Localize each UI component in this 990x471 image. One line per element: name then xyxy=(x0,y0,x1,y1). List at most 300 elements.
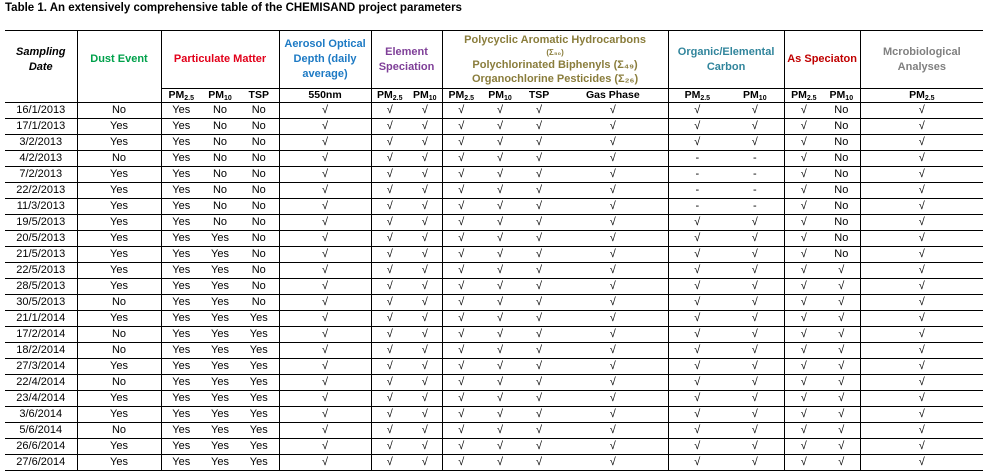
cell-date: 17/1/2013 xyxy=(5,119,77,135)
cell-element-pm10: √ xyxy=(408,375,442,391)
cell-oc-ec-pm25: √ xyxy=(668,327,726,343)
cell-oc-ec-pm25: - xyxy=(668,199,726,215)
cell-organic-pm10: √ xyxy=(480,423,520,439)
cell-oc-ec-pm25: √ xyxy=(668,359,726,375)
cell-dust-event: Yes xyxy=(77,167,161,183)
header-element-speciation: Element Speciation xyxy=(371,31,442,89)
cell-dust-event: Yes xyxy=(77,263,161,279)
cell-oc-ec-pm25: √ xyxy=(668,439,726,455)
cell-date: 11/3/2013 xyxy=(5,199,77,215)
cell-organic-pm10: √ xyxy=(480,327,520,343)
cell-aod-550nm: √ xyxy=(279,247,371,263)
cell-organic-pm25: √ xyxy=(442,423,480,439)
table-row xyxy=(5,391,983,407)
cell-as-pm10: No xyxy=(823,135,860,151)
cell-tsp: No xyxy=(239,183,279,199)
cell-as-pm10: No xyxy=(823,215,860,231)
cell-tsp: No xyxy=(239,151,279,167)
cell-organic-pm10: √ xyxy=(480,247,520,263)
cell-element-pm25: √ xyxy=(371,327,408,343)
table-row xyxy=(5,375,983,391)
cell-organic-tsp: √ xyxy=(520,279,558,295)
cell-microbiological: √ xyxy=(860,407,983,423)
cell-date: 20/5/2013 xyxy=(5,231,77,247)
cell-element-pm10: √ xyxy=(408,183,442,199)
subheader-pm25: $PM_{2.5}$ xyxy=(161,89,201,103)
cell-date: 21/1/2014 xyxy=(5,311,77,327)
header-aod: Aerosol Optical Depth (daily average) xyxy=(279,31,371,89)
cell-element-pm25: √ xyxy=(371,391,408,407)
cell-dust-event: Yes xyxy=(77,135,161,151)
cell-oc-ec-pm25: √ xyxy=(668,119,726,135)
cell-organic-pm10: √ xyxy=(480,103,520,119)
cell-oc-ec-pm25: √ xyxy=(668,247,726,263)
cell-oc-ec-pm10: - xyxy=(726,167,784,183)
cell-as-pm25: √ xyxy=(784,295,823,311)
cell-element-pm10: √ xyxy=(408,439,442,455)
cell-as-pm25: √ xyxy=(784,375,823,391)
cell-oc-ec-pm10: √ xyxy=(726,375,784,391)
cell-as-pm25: √ xyxy=(784,215,823,231)
table-row xyxy=(5,279,983,295)
cell-aod-550nm: √ xyxy=(279,407,371,423)
cell-gas-phase: √ xyxy=(558,327,668,343)
cell-pm25: Yes xyxy=(161,359,201,375)
cell-pm10: Yes xyxy=(201,343,239,359)
cell-element-pm10: √ xyxy=(408,119,442,135)
cell-organic-pm25: √ xyxy=(442,439,480,455)
cell-aod-550nm: √ xyxy=(279,439,371,455)
cell-pm25: Yes xyxy=(161,407,201,423)
cell-element-pm25: √ xyxy=(371,407,408,423)
cell-as-pm25: √ xyxy=(784,103,823,119)
cell-oc-ec-pm25: √ xyxy=(668,103,726,119)
cell-oc-ec-pm25: √ xyxy=(668,423,726,439)
cell-oc-ec-pm10: √ xyxy=(726,263,784,279)
cell-tsp: No xyxy=(239,135,279,151)
cell-element-pm25: √ xyxy=(371,151,408,167)
cell-microbiological: √ xyxy=(860,423,983,439)
header-oc-ec: Organic/Elemental Carbon xyxy=(668,31,784,89)
cell-oc-ec-pm25: √ xyxy=(668,391,726,407)
cell-organic-pm10: √ xyxy=(480,359,520,375)
cell-element-pm10: √ xyxy=(408,247,442,263)
cell-oc-ec-pm10: √ xyxy=(726,327,784,343)
cell-date: 22/4/2014 xyxy=(5,375,77,391)
cell-organic-tsp: √ xyxy=(520,183,558,199)
table-row xyxy=(5,327,983,343)
cell-oc-ec-pm25: √ xyxy=(668,231,726,247)
table-body xyxy=(5,103,983,471)
cell-as-pm25: √ xyxy=(784,231,823,247)
cell-organic-pm10: √ xyxy=(480,199,520,215)
cell-organic-tsp: √ xyxy=(520,263,558,279)
cell-pm10: Yes xyxy=(201,295,239,311)
cell-oc-ec-pm10: - xyxy=(726,183,784,199)
cell-date: 19/5/2013 xyxy=(5,215,77,231)
cell-organic-tsp: √ xyxy=(520,135,558,151)
cell-organic-pm10: √ xyxy=(480,295,520,311)
cell-aod-550nm: √ xyxy=(279,423,371,439)
cell-element-pm25: √ xyxy=(371,343,408,359)
cell-gas-phase: √ xyxy=(558,103,668,119)
cell-aod-550nm: √ xyxy=(279,199,371,215)
subheader-tsp: TSP xyxy=(520,89,558,103)
cell-tsp: No xyxy=(239,247,279,263)
cell-organic-pm10: √ xyxy=(480,231,520,247)
cell-organic-pm10: √ xyxy=(480,391,520,407)
cell-microbiological: √ xyxy=(860,455,983,471)
cell-pm25: Yes xyxy=(161,455,201,471)
cell-gas-phase: √ xyxy=(558,439,668,455)
cell-oc-ec-pm25: - xyxy=(668,167,726,183)
cell-pm10: Yes xyxy=(201,439,239,455)
cell-as-pm25: √ xyxy=(784,135,823,151)
cell-organic-pm10: √ xyxy=(480,455,520,471)
cell-oc-ec-pm25: √ xyxy=(668,407,726,423)
cell-organic-tsp: √ xyxy=(520,231,558,247)
cell-tsp: Yes xyxy=(239,311,279,327)
cell-tsp: No xyxy=(239,215,279,231)
cell-as-pm25: √ xyxy=(784,167,823,183)
cell-element-pm10: √ xyxy=(408,359,442,375)
cell-date: 22/2/2013 xyxy=(5,183,77,199)
cell-pm25: Yes xyxy=(161,151,201,167)
cell-as-pm25: √ xyxy=(784,183,823,199)
cell-microbiological: √ xyxy=(860,295,983,311)
cell-organic-tsp: √ xyxy=(520,343,558,359)
cell-microbiological: √ xyxy=(860,167,983,183)
cell-dust-event: Yes xyxy=(77,311,161,327)
cell-organic-pm25: √ xyxy=(442,215,480,231)
cell-organic-tsp: √ xyxy=(520,359,558,375)
cell-element-pm10: √ xyxy=(408,295,442,311)
cell-pm10: No xyxy=(201,135,239,151)
cell-pm10: No xyxy=(201,103,239,119)
cell-aod-550nm: √ xyxy=(279,119,371,135)
table-row xyxy=(5,151,983,167)
header-as-speciation: As Speciaton xyxy=(784,31,860,89)
header-ocp: Organochlorine Pesticides (Σ₂₆) xyxy=(471,73,639,85)
cell-organic-tsp: √ xyxy=(520,215,558,231)
cell-as-pm25: √ xyxy=(784,327,823,343)
cell-tsp: No xyxy=(239,295,279,311)
cell-as-pm10: No xyxy=(823,167,860,183)
table-row xyxy=(5,103,983,119)
table-row xyxy=(5,167,983,183)
cell-organic-pm10: √ xyxy=(480,183,520,199)
cell-microbiological: √ xyxy=(860,263,983,279)
cell-organic-pm25: √ xyxy=(442,231,480,247)
cell-tsp: Yes xyxy=(239,439,279,455)
cell-element-pm10: √ xyxy=(408,343,442,359)
cell-dust-event: No xyxy=(77,375,161,391)
cell-pm10: Yes xyxy=(201,375,239,391)
subheader-blank xyxy=(77,89,161,103)
cell-tsp: Yes xyxy=(239,423,279,439)
cell-oc-ec-pm10: √ xyxy=(726,135,784,151)
cell-as-pm10: No xyxy=(823,151,860,167)
cell-date: 30/5/2013 xyxy=(5,295,77,311)
cell-dust-event: Yes xyxy=(77,183,161,199)
cell-oc-ec-pm10: √ xyxy=(726,119,784,135)
cell-element-pm25: √ xyxy=(371,247,408,263)
cell-pm10: No xyxy=(201,119,239,135)
cell-aod-550nm: √ xyxy=(279,263,371,279)
cell-as-pm10: No xyxy=(823,199,860,215)
cell-gas-phase: √ xyxy=(558,311,668,327)
cell-pm25: Yes xyxy=(161,423,201,439)
cell-organic-pm25: √ xyxy=(442,263,480,279)
cell-pm25: Yes xyxy=(161,119,201,135)
cell-oc-ec-pm10: √ xyxy=(726,455,784,471)
cell-dust-event: No xyxy=(77,295,161,311)
cell-element-pm25: √ xyxy=(371,167,408,183)
header-dust-event: Dust Event xyxy=(77,31,161,89)
cell-aod-550nm: √ xyxy=(279,167,371,183)
cell-pm10: Yes xyxy=(201,327,239,343)
cell-pm25: Yes xyxy=(161,215,201,231)
subheader-blank xyxy=(5,89,77,103)
cell-as-pm10: No xyxy=(823,231,860,247)
table-row xyxy=(5,439,983,455)
cell-tsp: No xyxy=(239,231,279,247)
table-row xyxy=(5,231,983,247)
cell-element-pm25: √ xyxy=(371,455,408,471)
cell-oc-ec-pm10: √ xyxy=(726,279,784,295)
cell-as-pm10: √ xyxy=(823,263,860,279)
cell-microbiological: √ xyxy=(860,375,983,391)
table-caption: Table 1. An extensively comprehensive table of the CHEMISAND project parameters xyxy=(5,2,462,14)
cell-tsp: No xyxy=(239,103,279,119)
header-sampling-date: Sampling Date xyxy=(5,31,77,89)
cell-organic-tsp: √ xyxy=(520,103,558,119)
cell-oc-ec-pm10: - xyxy=(726,199,784,215)
cell-element-pm25: √ xyxy=(371,375,408,391)
cell-organic-pm25: √ xyxy=(442,135,480,151)
cell-organic-pm10: √ xyxy=(480,135,520,151)
cell-pm25: Yes xyxy=(161,231,201,247)
cell-oc-ec-pm10: √ xyxy=(726,343,784,359)
cell-microbiological: √ xyxy=(860,391,983,407)
cell-element-pm25: √ xyxy=(371,423,408,439)
cell-pm25: Yes xyxy=(161,183,201,199)
cell-element-pm25: √ xyxy=(371,263,408,279)
cell-as-pm25: √ xyxy=(784,439,823,455)
cell-organic-pm25: √ xyxy=(442,183,480,199)
cell-microbiological: √ xyxy=(860,215,983,231)
cell-tsp: Yes xyxy=(239,375,279,391)
cell-organic-tsp: √ xyxy=(520,151,558,167)
cell-as-pm10: √ xyxy=(823,359,860,375)
cell-oc-ec-pm10: √ xyxy=(726,439,784,455)
header-pah: Polycyclic Aromatic Hydrocarbons xyxy=(464,34,646,46)
cell-pm25: Yes xyxy=(161,103,201,119)
cell-organic-pm10: √ xyxy=(480,375,520,391)
cell-pm10: No xyxy=(201,167,239,183)
cell-as-pm10: √ xyxy=(823,279,860,295)
cell-as-pm25: √ xyxy=(784,119,823,135)
cell-as-pm25: √ xyxy=(784,263,823,279)
cell-organic-pm25: √ xyxy=(442,359,480,375)
cell-date: 4/2/2013 xyxy=(5,151,77,167)
cell-pm10: Yes xyxy=(201,279,239,295)
cell-element-pm10: √ xyxy=(408,231,442,247)
cell-as-pm10: √ xyxy=(823,439,860,455)
cell-as-pm10: √ xyxy=(823,423,860,439)
cell-oc-ec-pm25: - xyxy=(668,183,726,199)
cell-date: 27/6/2014 xyxy=(5,455,77,471)
subheader-pm25: $PM_{2.5}$ xyxy=(668,89,726,103)
cell-tsp: Yes xyxy=(239,327,279,343)
cell-microbiological: √ xyxy=(860,439,983,455)
cell-microbiological: √ xyxy=(860,103,983,119)
cell-organic-tsp: √ xyxy=(520,423,558,439)
cell-organic-pm25: √ xyxy=(442,167,480,183)
cell-microbiological: √ xyxy=(860,247,983,263)
cell-pm10: No xyxy=(201,215,239,231)
table-row xyxy=(5,311,983,327)
cell-pm10: Yes xyxy=(201,359,239,375)
subheader-tsp: TSP xyxy=(239,89,279,103)
cell-aod-550nm: √ xyxy=(279,295,371,311)
cell-organic-pm25: √ xyxy=(442,391,480,407)
cell-pm10: Yes xyxy=(201,231,239,247)
cell-oc-ec-pm10: - xyxy=(726,151,784,167)
cell-date: 26/6/2014 xyxy=(5,439,77,455)
cell-pm25: Yes xyxy=(161,295,201,311)
cell-organic-pm25: √ xyxy=(442,327,480,343)
table-row xyxy=(5,135,983,151)
cell-aod-550nm: √ xyxy=(279,215,371,231)
cell-oc-ec-pm10: √ xyxy=(726,407,784,423)
cell-pm10: Yes xyxy=(201,391,239,407)
cell-as-pm25: √ xyxy=(784,247,823,263)
cell-aod-550nm: √ xyxy=(279,343,371,359)
cell-gas-phase: √ xyxy=(558,215,668,231)
cell-pm25: Yes xyxy=(161,311,201,327)
subheader-550nm: 550nm xyxy=(279,89,371,103)
table-row xyxy=(5,215,983,231)
cell-element-pm25: √ xyxy=(371,215,408,231)
header-pah-sum: (Σ₅₀) xyxy=(546,48,564,57)
table-row xyxy=(5,247,983,263)
cell-date: 21/5/2013 xyxy=(5,247,77,263)
cell-element-pm25: √ xyxy=(371,103,408,119)
cell-date: 16/1/2013 xyxy=(5,103,77,119)
cell-as-pm25: √ xyxy=(784,423,823,439)
cell-pm25: Yes xyxy=(161,135,201,151)
cell-organic-pm25: √ xyxy=(442,311,480,327)
cell-pm10: Yes xyxy=(201,311,239,327)
cell-aod-550nm: √ xyxy=(279,135,371,151)
header-microbiological: Mcrobiological Analyses xyxy=(860,31,983,89)
cell-aod-550nm: √ xyxy=(279,327,371,343)
cell-dust-event: Yes xyxy=(77,455,161,471)
cell-pm25: Yes xyxy=(161,343,201,359)
cell-tsp: Yes xyxy=(239,343,279,359)
cell-element-pm10: √ xyxy=(408,455,442,471)
cell-element-pm10: √ xyxy=(408,199,442,215)
header-pcb: Polychlorinated Biphenyls (Σ₄₉) xyxy=(472,59,638,71)
cell-element-pm10: √ xyxy=(408,407,442,423)
cell-gas-phase: √ xyxy=(558,199,668,215)
subheader-pm10: $PM_{10}$ xyxy=(726,89,784,103)
cell-element-pm10: √ xyxy=(408,215,442,231)
header-organic-pollutants xyxy=(442,31,668,89)
cell-dust-event: No xyxy=(77,151,161,167)
cell-organic-pm25: √ xyxy=(442,455,480,471)
cell-pm10: Yes xyxy=(201,455,239,471)
cell-microbiological: √ xyxy=(860,279,983,295)
cell-pm10: Yes xyxy=(201,407,239,423)
cell-organic-tsp: √ xyxy=(520,439,558,455)
cell-organic-tsp: √ xyxy=(520,407,558,423)
cell-organic-tsp: √ xyxy=(520,119,558,135)
cell-pm10: Yes xyxy=(201,263,239,279)
cell-oc-ec-pm25: √ xyxy=(668,279,726,295)
cell-dust-event: Yes xyxy=(77,199,161,215)
cell-organic-tsp: √ xyxy=(520,167,558,183)
cell-tsp: No xyxy=(239,119,279,135)
cell-gas-phase: √ xyxy=(558,407,668,423)
cell-date: 17/2/2014 xyxy=(5,327,77,343)
cell-tsp: Yes xyxy=(239,407,279,423)
cell-as-pm10: √ xyxy=(823,311,860,327)
cell-pm25: Yes xyxy=(161,199,201,215)
cell-as-pm10: √ xyxy=(823,327,860,343)
cell-date: 3/2/2013 xyxy=(5,135,77,151)
cell-dust-event: No xyxy=(77,103,161,119)
cell-oc-ec-pm10: √ xyxy=(726,359,784,375)
cell-microbiological: √ xyxy=(860,343,983,359)
cell-organic-pm10: √ xyxy=(480,263,520,279)
cell-organic-pm10: √ xyxy=(480,439,520,455)
cell-date: 22/5/2013 xyxy=(5,263,77,279)
cell-aod-550nm: √ xyxy=(279,151,371,167)
cell-dust-event: Yes xyxy=(77,359,161,375)
cell-element-pm25: √ xyxy=(371,183,408,199)
cell-element-pm25: √ xyxy=(371,199,408,215)
parameters-table xyxy=(5,30,983,471)
cell-gas-phase: √ xyxy=(558,231,668,247)
cell-gas-phase: √ xyxy=(558,167,668,183)
table-row xyxy=(5,343,983,359)
cell-microbiological: √ xyxy=(860,327,983,343)
cell-gas-phase: √ xyxy=(558,151,668,167)
cell-dust-event: Yes xyxy=(77,279,161,295)
cell-dust-event: Yes xyxy=(77,391,161,407)
cell-aod-550nm: √ xyxy=(279,279,371,295)
cell-as-pm10: √ xyxy=(823,391,860,407)
cell-element-pm10: √ xyxy=(408,423,442,439)
cell-pm25: Yes xyxy=(161,263,201,279)
table-row xyxy=(5,295,983,311)
cell-organic-pm10: √ xyxy=(480,311,520,327)
cell-organic-tsp: √ xyxy=(520,247,558,263)
subheader-gas-phase: Gas Phase xyxy=(558,89,668,103)
cell-date: 3/6/2014 xyxy=(5,407,77,423)
cell-as-pm10: √ xyxy=(823,343,860,359)
cell-organic-pm10: √ xyxy=(480,151,520,167)
cell-element-pm25: √ xyxy=(371,295,408,311)
cell-organic-pm10: √ xyxy=(480,119,520,135)
cell-oc-ec-pm25: √ xyxy=(668,455,726,471)
cell-date: 23/4/2014 xyxy=(5,391,77,407)
cell-gas-phase: √ xyxy=(558,375,668,391)
cell-date: 5/6/2014 xyxy=(5,423,77,439)
cell-aod-550nm: √ xyxy=(279,183,371,199)
